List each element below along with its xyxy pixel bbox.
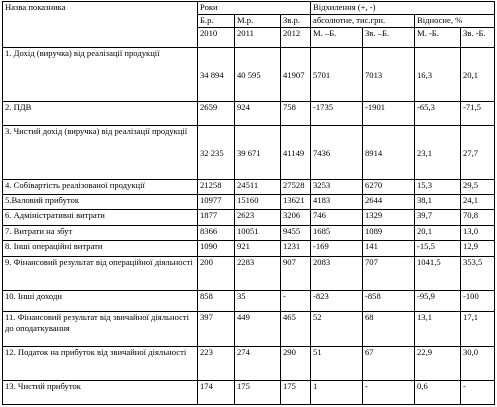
cell-2010: 174 <box>198 381 235 405</box>
cell-2010: 10977 <box>198 194 235 209</box>
row-name: 10. Інші доходи <box>3 290 198 312</box>
cell-2011: 10051 <box>235 226 281 241</box>
cell-value: 39 671 <box>237 147 261 158</box>
cell-2012: 13621 <box>281 194 311 209</box>
cell-abs-z: 1089 <box>363 226 415 241</box>
row-name: 3. Чистий дохід (виручка) від реалізації продукції <box>3 125 198 179</box>
cell-value: 16,3 <box>417 70 433 81</box>
header-abs-m: М. –Б. <box>311 27 363 47</box>
cell-abs-z: 6270 <box>363 179 415 194</box>
cell-rel-m: -95,9 <box>415 290 461 312</box>
table-row <box>3 241 495 257</box>
cell-rel-z <box>461 48 495 102</box>
table-row <box>3 257 495 290</box>
header-2012: 2012 <box>281 27 311 47</box>
row-name: 4. Собівартість реалізованої продукції <box>3 179 198 194</box>
row-name: 8. Інші операційні витрати <box>3 241 198 257</box>
cell-value: 34 894 <box>200 70 224 81</box>
cell-rel-m: 15,3 <box>415 179 461 194</box>
cell-2012: 1231 <box>281 241 311 257</box>
row-name: 2. ПДВ <box>3 102 198 126</box>
cell-rel-z: 30,0 <box>461 346 495 380</box>
table-row <box>3 194 495 209</box>
cell-2011: 274 <box>235 346 281 380</box>
cell-2010: 1090 <box>198 241 235 257</box>
cell-abs-m: 3253 <box>311 179 363 194</box>
cell-abs-m: -823 <box>311 290 363 312</box>
header-mr: М.р. <box>235 14 281 27</box>
cell-2012: 907 <box>281 257 311 290</box>
cell-rel-m <box>415 48 461 102</box>
cell-value: 7436 <box>313 147 331 158</box>
row-name: 5.Валовий прибуток <box>3 194 198 209</box>
table-row <box>3 125 495 179</box>
cell-2010: 397 <box>198 312 235 346</box>
header-deviation: Відхилення (+, -) <box>311 2 495 15</box>
header-2011: 2011 <box>235 27 281 47</box>
table-row <box>3 290 495 312</box>
cell-abs-z <box>363 48 415 102</box>
header-2010: 2010 <box>198 27 235 47</box>
cell-2010: 8366 <box>198 226 235 241</box>
cell-abs-m: -169 <box>311 241 363 257</box>
cell-rel-m: 20,1 <box>415 226 461 241</box>
cell-2012: 758 <box>281 102 311 126</box>
table-row <box>3 48 495 102</box>
cell-value: 40 595 <box>237 70 261 81</box>
table-row <box>3 102 495 126</box>
header-indicator: Назва показника <box>3 2 198 48</box>
header-abs-z: Зв. –Б. <box>363 27 415 47</box>
cell-abs-z: -858 <box>363 290 415 312</box>
row-name: 11. Фінансовий результат від звичайної діяльності до оподаткування <box>3 312 198 346</box>
cell-2011: 924 <box>235 102 281 126</box>
cell-abs-m: 1685 <box>311 226 363 241</box>
header-absolute: абсолютне, тис.грн. <box>311 14 415 27</box>
header-br: Б.р. <box>198 14 235 27</box>
cell-2011 <box>235 125 281 179</box>
cell-abs-m: 51 <box>311 346 363 380</box>
cell-abs-z: 68 <box>363 312 415 346</box>
cell-2010 <box>198 125 235 179</box>
cell-abs-z: 141 <box>363 241 415 257</box>
cell-abs-z: 67 <box>363 346 415 380</box>
header-rel-z: Зв. -Б. <box>461 27 495 47</box>
cell-2011: 35 <box>235 290 281 312</box>
cell-2010: 200 <box>198 257 235 290</box>
cell-value: 32 235 <box>200 147 224 158</box>
cell-rel-z: - <box>461 381 495 405</box>
cell-2011: 175 <box>235 381 281 405</box>
cell-rel-z <box>461 125 495 179</box>
header-years: Роки <box>198 2 311 15</box>
row-name: 7. Витрати на збут <box>3 226 198 241</box>
cell-abs-z: 2644 <box>363 194 415 209</box>
cell-rel-m: 38,1 <box>415 194 461 209</box>
cell-rel-m: 22,9 <box>415 346 461 380</box>
cell-2012: - <box>281 290 311 312</box>
cell-2011: 15160 <box>235 194 281 209</box>
cell-rel-z: 70,8 <box>461 209 495 225</box>
row-name: 12. Податок на прибуток від звичайної діяльності <box>3 346 198 380</box>
cell-2012: 27528 <box>281 179 311 194</box>
cell-rel-z: 12,9 <box>461 241 495 257</box>
cell-2010: 223 <box>198 346 235 380</box>
cell-rel-z: 17,1 <box>461 312 495 346</box>
cell-value: 8914 <box>365 147 383 158</box>
cell-rel-z: 353,5 <box>461 257 495 290</box>
cell-2010: 858 <box>198 290 235 312</box>
cell-2012: 3206 <box>281 209 311 225</box>
cell-2010 <box>198 48 235 102</box>
row-name: 6. Адміністративні витрати <box>3 209 198 225</box>
cell-abs-m: 2083 <box>311 257 363 290</box>
cell-rel-z: -71,5 <box>461 102 495 126</box>
cell-2011 <box>235 48 281 102</box>
cell-2010: 1877 <box>198 209 235 225</box>
header-row-1 <box>3 2 495 15</box>
cell-value: 41149 <box>283 147 305 158</box>
cell-2011: 24511 <box>235 179 281 194</box>
table-row <box>3 226 495 241</box>
cell-2012 <box>281 125 311 179</box>
cell-rel-m: 0,6 <box>415 381 461 405</box>
cell-2011: 2283 <box>235 257 281 290</box>
cell-2012 <box>281 48 311 102</box>
table-row <box>3 346 495 380</box>
cell-rel-m: 1041,5 <box>415 257 461 290</box>
cell-2011: 921 <box>235 241 281 257</box>
cell-rel-m: 13,1 <box>415 312 461 346</box>
cell-abs-z: -1901 <box>363 102 415 126</box>
cell-rel-m: -15,5 <box>415 241 461 257</box>
cell-2012: 175 <box>281 381 311 405</box>
cell-2011: 449 <box>235 312 281 346</box>
cell-rel-z: -100 <box>461 290 495 312</box>
cell-abs-m: 52 <box>311 312 363 346</box>
cell-2010: 21258 <box>198 179 235 194</box>
table-row <box>3 209 495 225</box>
cell-abs-m <box>311 125 363 179</box>
cell-2010: 2659 <box>198 102 235 126</box>
cell-abs-m <box>311 48 363 102</box>
cell-value: 20,1 <box>463 70 479 81</box>
cell-value: 27,7 <box>463 147 479 158</box>
row-name: 1. Дохід (виручка) від реалізації продукції <box>3 48 198 102</box>
cell-rel-z: 29,5 <box>461 179 495 194</box>
cell-abs-z: - <box>363 381 415 405</box>
cell-abs-m: 4183 <box>311 194 363 209</box>
table-row <box>3 179 495 194</box>
table-row <box>3 381 495 405</box>
cell-rel-m <box>415 125 461 179</box>
cell-abs-m: -1735 <box>311 102 363 126</box>
cell-abs-m: 1 <box>311 381 363 405</box>
cell-rel-z: 24,1 <box>461 194 495 209</box>
cell-abs-m: 746 <box>311 209 363 225</box>
cell-rel-z: 13,0 <box>461 226 495 241</box>
cell-abs-z: 707 <box>363 257 415 290</box>
cell-value: 7013 <box>365 70 383 81</box>
cell-2012: 9455 <box>281 226 311 241</box>
cell-rel-m: -65,3 <box>415 102 461 126</box>
cell-2012: 290 <box>281 346 311 380</box>
cell-value: 23,1 <box>417 147 433 158</box>
table-row <box>3 312 495 346</box>
cell-rel-m: 39,7 <box>415 209 461 225</box>
cell-value: 5701 <box>313 70 331 81</box>
cell-abs-z <box>363 125 415 179</box>
cell-2012: 465 <box>281 312 311 346</box>
cell-2011: 2623 <box>235 209 281 225</box>
cell-value: 41907 <box>283 70 305 81</box>
header-rel-m: М. -Б. <box>415 27 461 47</box>
cell-abs-z: 1329 <box>363 209 415 225</box>
header-relative: Відносне, % <box>415 14 495 27</box>
header-zvr: Зв.р. <box>281 14 311 27</box>
row-name: 9. Фінансовий результат від операційної діяльності <box>3 257 198 290</box>
row-name: 13. Чистий прибуток <box>3 381 198 405</box>
financial-table <box>2 1 495 405</box>
